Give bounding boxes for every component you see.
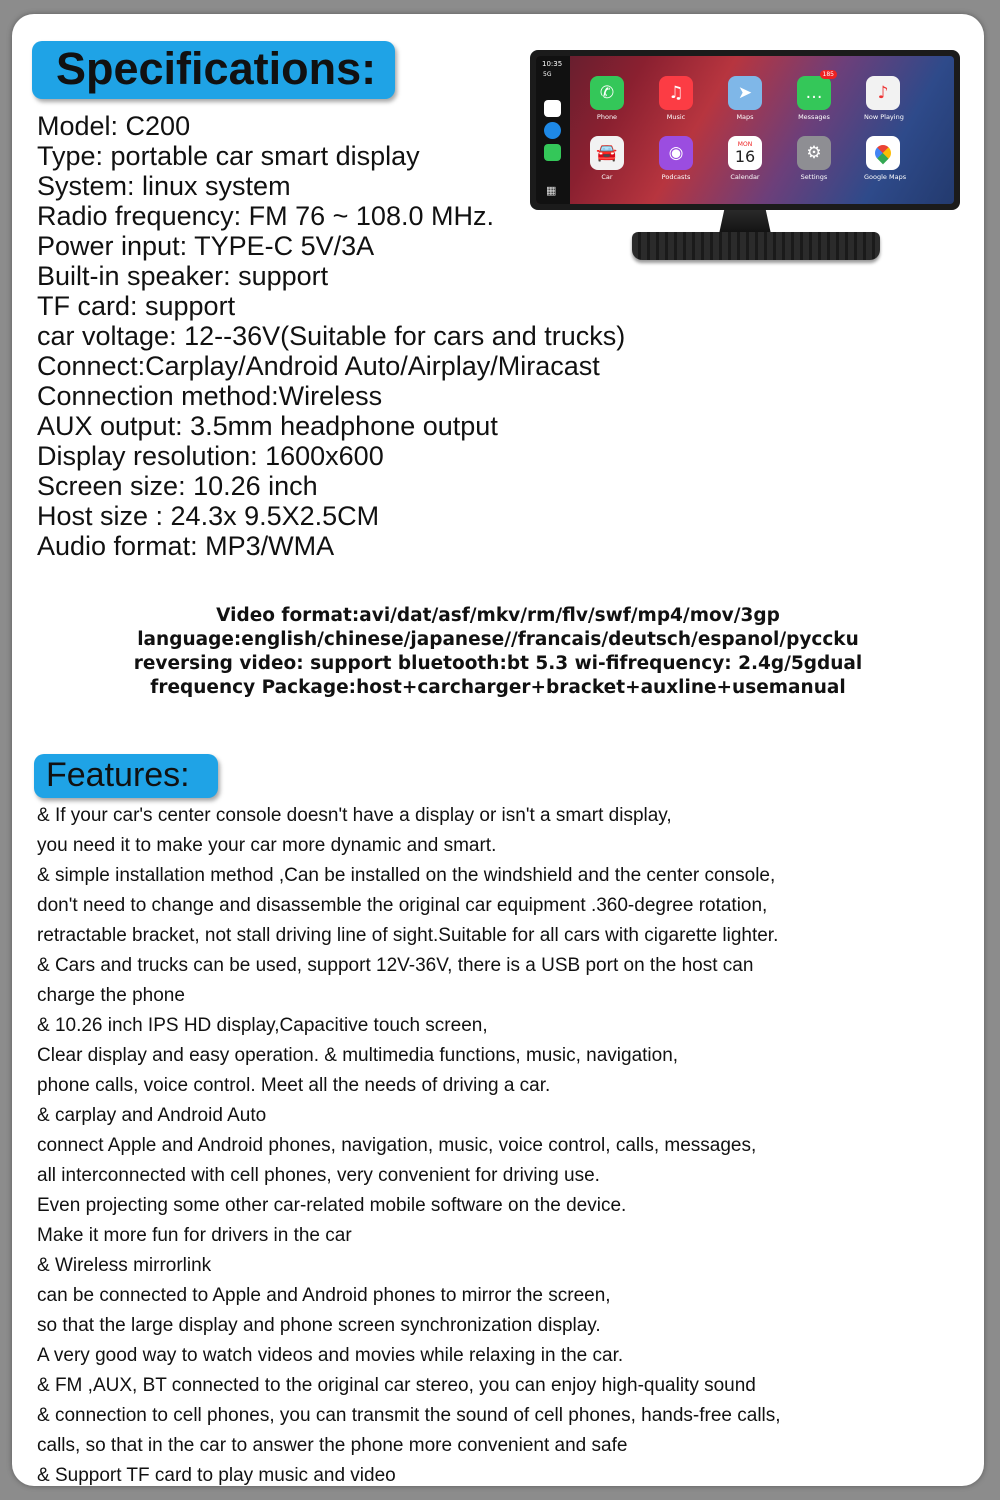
phone-icon: ✆ — [590, 76, 624, 110]
feature-line: you need it to make your car more dynamic and smart. — [37, 835, 497, 856]
sidebar-k-icon — [544, 122, 561, 139]
feature-line: don't need to change and disassemble the original car equipment .360-degree rotation, — [37, 895, 768, 916]
app-music — [657, 76, 695, 121]
feature-line: & If your car's center console doesn't have a display or isn't a smart display, — [37, 805, 672, 826]
spec-item: Connection method:Wireless — [37, 381, 383, 411]
app-settings — [795, 136, 833, 181]
extra-spec-line: language:english/chinese/japanese//francais/deutsch/espanol/pyccku — [137, 629, 859, 650]
specifications-heading-pill — [32, 41, 395, 99]
feature-line: charge the phone — [37, 985, 185, 1006]
sidebar-phone-icon — [544, 144, 561, 161]
spec-item: Connect:Carplay/Android Auto/Airplay/Miracast — [37, 351, 600, 381]
feature-line: connect Apple and Android phones, navigation, music, voice control, calls, messages, — [37, 1135, 757, 1156]
spec-item: System: linux system — [37, 171, 291, 201]
status-signal: 5G — [543, 71, 552, 78]
feature-line: calls, so that in the car to answer the phone more convenient and safe — [37, 1435, 628, 1456]
specifications-heading: Specifications: — [56, 43, 377, 94]
music-icon: ♫ — [659, 76, 693, 110]
feature-line: & Support TF card to play music and video — [37, 1465, 396, 1486]
sidebar-maps-icon — [544, 100, 561, 117]
features-heading-pill — [34, 754, 218, 798]
feature-line: & connection to cell phones, you can transmit the sound of cell phones, hands-free calls, — [37, 1405, 781, 1426]
carplay-screen — [536, 56, 954, 204]
feature-line: & 10.26 inch IPS HD display,Capacitive touch screen, — [37, 1015, 488, 1036]
spec-item: AUX output: 3.5mm headphone output — [37, 411, 498, 441]
app-google-maps — [864, 136, 907, 181]
app-label: Google Maps — [864, 173, 907, 181]
feature-line: & Wireless mirrorlink — [37, 1255, 212, 1276]
app-calendar — [726, 136, 764, 181]
feature-line: Clear display and easy operation. & multimedia functions, music, navigation, — [37, 1045, 679, 1066]
spec-item: Power input: TYPE-C 5V/3A — [37, 231, 375, 261]
feature-line: & Cars and trucks can be used, support 12V-36V, there is a USB port on the host can — [37, 955, 754, 976]
spec-item: Built-in speaker: support — [37, 261, 329, 291]
spec-item: Display resolution: 1600x600 — [37, 441, 384, 471]
feature-line: & FM ,AUX, BT connected to the original car stereo, you can enjoy high-quality sound — [37, 1375, 756, 1396]
carplay-sidebar — [536, 56, 570, 204]
spec-item: Type: portable car smart display — [37, 141, 420, 171]
app-messages — [795, 71, 834, 121]
mount-base — [632, 232, 880, 260]
app-label: Messages — [798, 113, 830, 121]
grid-icon: ▦ — [546, 184, 557, 197]
now-playing-icon: ♪ — [866, 76, 900, 110]
feature-line: so that the large display and phone screen synchronization display. — [37, 1315, 601, 1336]
app-label: Calendar — [730, 173, 760, 181]
app-car — [588, 136, 626, 181]
feature-line: Make it more fun for drivers in the car — [37, 1225, 352, 1246]
feature-line: A very good way to watch videos and movies while relaxing in the car. — [37, 1345, 624, 1366]
settings-icon: ⚙ — [797, 136, 831, 170]
app-podcasts — [657, 136, 695, 181]
spec-item: Screen size: 10.26 inch — [37, 471, 318, 501]
app-label: Podcasts — [661, 173, 691, 181]
app-now-playing — [864, 76, 902, 121]
app-maps — [726, 76, 764, 121]
podcasts-icon: ◉ — [659, 136, 693, 170]
extra-spec-line: reversing video: support bluetooth:bt 5.3 wi-fifrequency: 2.4g/5gdual — [133, 653, 863, 674]
feature-line: retractable bracket, not stall driving line of sight.Suitable for all cars with cigarette lighter. — [37, 925, 779, 946]
messages-icon: … 185 — [797, 76, 831, 110]
google-maps-icon — [866, 136, 900, 170]
extra-specs-block — [38, 604, 958, 700]
calendar-icon: MON 16 — [728, 136, 762, 170]
feature-line: all interconnected with cell phones, very convenient for driving use. — [37, 1165, 600, 1186]
features-list — [37, 801, 781, 1486]
mount-neck — [719, 210, 771, 234]
app-label: Now Playing — [864, 113, 904, 121]
car-display-product-image — [530, 50, 960, 268]
page-indicator — [758, 194, 779, 204]
app-phone — [588, 76, 626, 121]
features-heading: Features: — [46, 756, 190, 794]
app-label: Settings — [800, 173, 828, 181]
spec-item: Host size : 24.3x 9.5X2.5CM — [37, 501, 380, 531]
unread-badge: 185 — [820, 70, 837, 79]
status-time: 10:35 — [542, 60, 563, 68]
extra-spec-line: Video format:avi/dat/asf/mkv/rm/flv/swf/mp4/mov/3gp — [216, 605, 780, 626]
page-card — [12, 14, 984, 1486]
feature-line: Even projecting some other car-related mobile software on the device. — [37, 1195, 627, 1216]
spec-item: Audio format: MP3/WMA — [37, 531, 335, 561]
feature-line: & carplay and Android Auto — [37, 1105, 267, 1126]
display-bezel — [530, 50, 960, 210]
extra-spec-line: frequency Package:host+carcharger+bracket+auxline+usemanual — [150, 677, 846, 698]
car-icon: 🚘 — [590, 136, 624, 170]
feature-line: & simple installation method ,Can be installed on the windshield and the center console, — [37, 865, 776, 886]
app-label: Music — [666, 113, 686, 121]
spec-item: car voltage: 12--36V(Suitable for cars and trucks) — [37, 321, 626, 351]
app-label: Car — [601, 173, 613, 181]
app-label: Phone — [596, 113, 618, 121]
feature-line: can be connected to Apple and Android phones to mirror the screen, — [37, 1285, 611, 1306]
feature-line: phone calls, voice control. Meet all the needs of driving a car. — [37, 1075, 551, 1096]
spec-item: Model: C200 — [37, 111, 191, 141]
spec-item: TF card: support — [37, 291, 236, 321]
maps-icon: ➤ — [728, 76, 762, 110]
spec-item: Radio frequency: FM 76 ~ 108.0 MHz. — [37, 201, 494, 231]
app-label: Maps — [736, 113, 754, 121]
